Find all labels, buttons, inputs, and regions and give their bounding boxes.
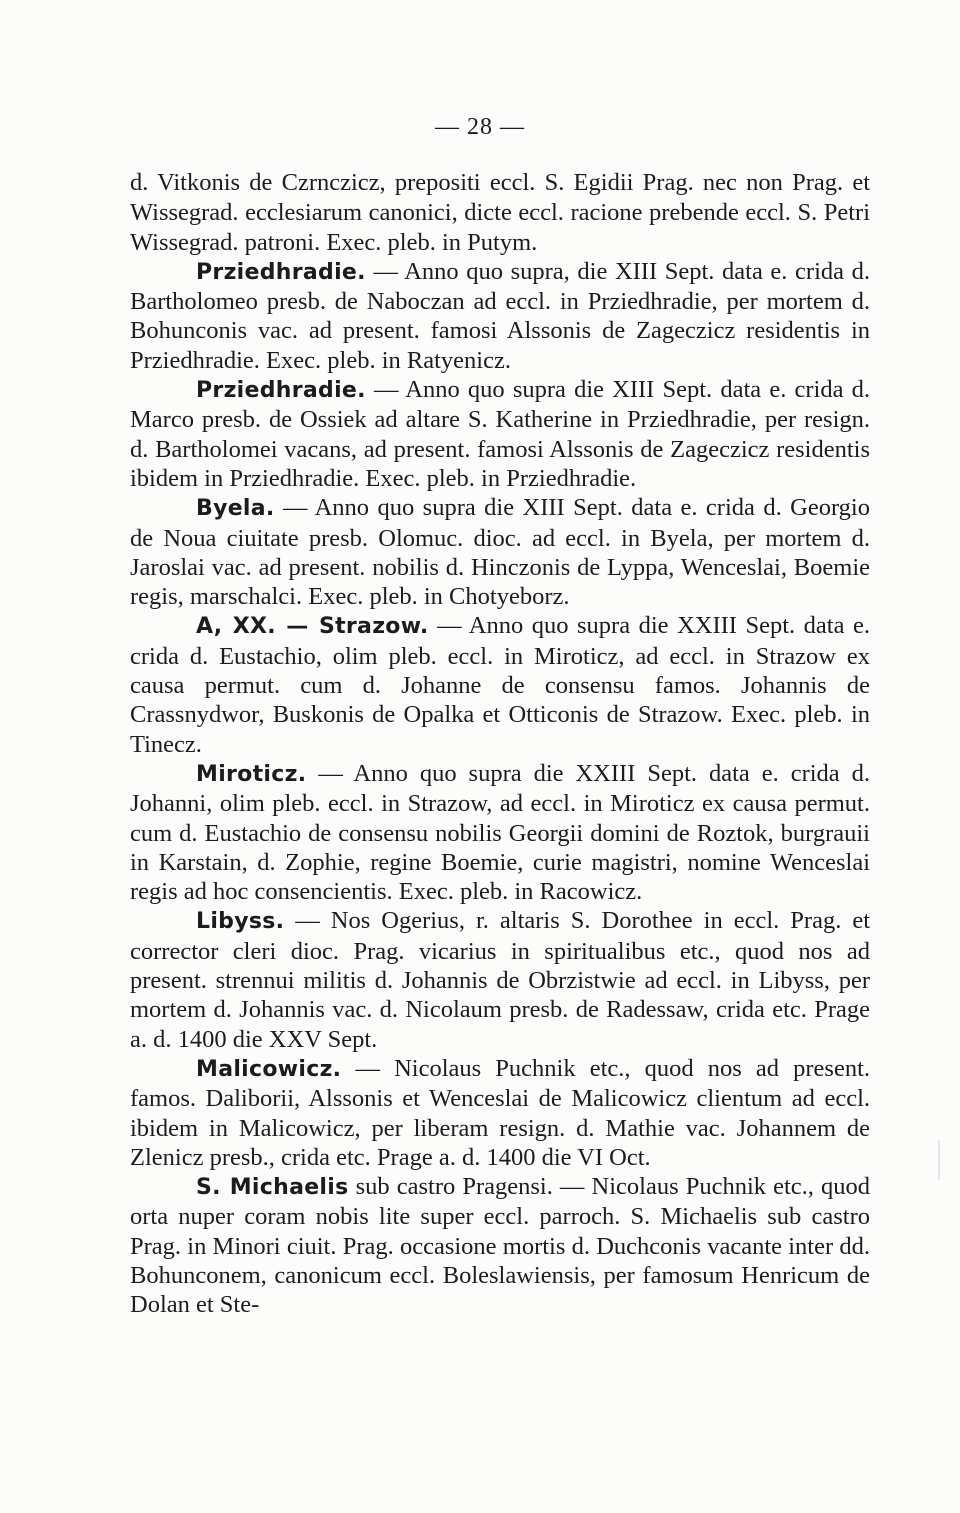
paragraph-heading: Prziedhradie. xyxy=(196,259,366,285)
paragraph-text: sub castro Pragensi. — Nicolaus Puchnik etc., quod orta nuper coram nobis lite super eccl. parroch. S. Michaelis sub castro Prag. in Minori ciuit. Prag. occasione mortis d. Duchconis vacante inter dd. Bohunconem, canonicum eccl. Boleslawiensis, per famosum Henricum de Dolan et Ste- xyxy=(130,1173,870,1319)
paragraph-text: — Anno quo supra die XIII Sept. data e. crida d. Georgio de Noua ciuitate presb. Olomuc. dioc. ad eccl. in Byela, per mortem d. Jaroslai vac. ad present. nobilis d. Hinczonis de Lyppa, Wenceslai, Boemie regis, marschalci. Exec. pleb. in Chotyeborz. xyxy=(130,494,870,611)
paragraph-text: d. Vitkonis de Czrnczicz, prepositi eccl. S. Egidii Prag. nec non Prag. et Wissegrad. ecclesiarum canonici, dicte eccl. racione prebende eccl. S. Petri Wissegrad. patroni. Exec. pleb. in Putym. xyxy=(130,169,870,256)
paragraph-text: — Nicolaus Puchnik etc., quod nos ad present. famos. Daliborii, Alssonis et Wenceslai de Malicowicz clientum ad eccl. ibidem in Malicowicz, per liberam resign. d. Mathie vac. Johannem de Zlenicz presb., crida etc. Prage a. d. 1400 die VI Oct. xyxy=(130,1054,870,1171)
paragraph-text: — Nos Ogerius, r. altaris S. Dorothee in eccl. Prag. et corrector cleri dioc. Prag. vicarius in spiritualibus etc., quod nos ad present. strennui militis d. Johannis de Obrzistwie ad eccl. in Libyss, per mortem d. Johannis vac. d. Nicolaum presb. de Radessaw, crida etc. Prage a. d. 1400 die XXV Sept. xyxy=(130,907,870,1053)
paragraph xyxy=(130,168,870,257)
paragraph-text: — Anno quo supra die XXIII Sept. data e. crida d. Eustachio, olim pleb. eccl. in Miroticz, ad eccl. in Strazow ex causa permut. cum d. Johanne de consensu famos. Johannis de Crassnydwor, Buskonis de Opalka et Otticonis de Strazow. Exec. pleb. in Tinecz. xyxy=(130,612,870,758)
paragraph-heading: S. Michaelis xyxy=(196,1175,349,1201)
paragraph xyxy=(130,257,870,375)
page-number: — 28 — xyxy=(435,114,525,140)
paragraph xyxy=(130,1054,870,1172)
paragraph-heading: Malicowicz. xyxy=(196,1056,342,1082)
paragraph-text: — Anno quo supra die XXIII Sept. data e. crida d. Johanni, olim pleb. eccl. in Strazow, ad eccl. in Miroticz ex causa permut. cum d. Eustachio de consensu nobilis Georgii domini de Roztok, burgrauii in Karstain, d. Zophie, regine Boemie, curie magistri, nomine Wenceslai regis ad hoc consencientis. Exec. pleb. in Racowicz. xyxy=(130,759,870,906)
paragraph-heading: Miroticz. xyxy=(196,761,307,787)
scan-margin-mark xyxy=(938,1140,940,1180)
text-body xyxy=(130,168,870,1320)
paragraph-heading: Libyss. xyxy=(196,909,285,935)
paragraph xyxy=(130,759,870,906)
paragraph xyxy=(130,1172,870,1319)
paragraph-text: — Anno quo supra die XIII Sept. data e. crida d. Marco presb. de Ossiek ad altare S. Katherine in Prziedhradie, per resign. d. Bartholomei vacans, ad present. famosi Alssonis de Zageczicz residentis ibidem in Prziedhradie. Exec. pleb. in Prziedhradie. xyxy=(130,376,870,492)
paragraph-heading: Prziedhradie. xyxy=(196,378,366,404)
paragraph-text: — Anno quo supra, die XIII Sept. data e. crida d. Bartholomeo presb. de Naboczan ad eccl. in Prziedhradie, per mortem d. Bohunconis vac. ad present. famosi Alssonis de Zageczicz residentis in Prziedhradie. Exec. pleb. in Ratyenicz. xyxy=(130,257,870,374)
paragraph xyxy=(130,375,870,493)
paragraph-heading: Byela. xyxy=(196,496,275,522)
paragraph-heading: A, XX. — Strazow. xyxy=(196,614,429,640)
paragraph xyxy=(130,906,870,1053)
paragraph xyxy=(130,493,870,611)
paragraph xyxy=(130,611,870,758)
